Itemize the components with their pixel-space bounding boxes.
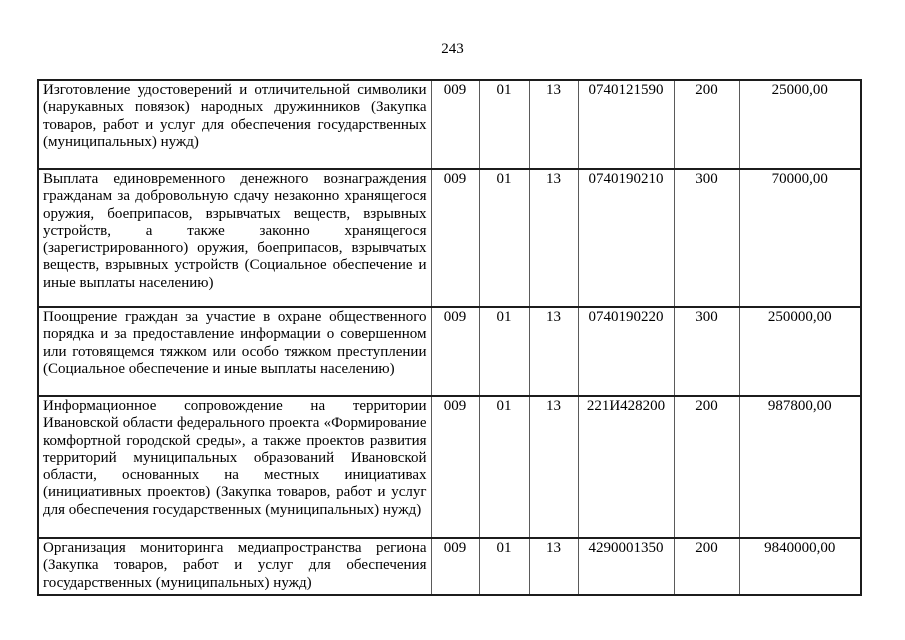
amount: 9840000,00 [739, 538, 861, 595]
expense-name: Выплата единовременного денежного вознаграждения гражданам за добровольную сдачу незаконно хранящегося оружия, боеприпасов, взрывчатых веществ, взрывных устройств, а также законно хранящегося (зарегистрированного) оружия, боеприпасов, взрывчатых веществ, взрывных устройств (Социальное обеспечение и иные выплаты населению) [38, 169, 431, 307]
expense-name: Поощрение граждан за участие в охране общественного порядка и за предоставление информации о совершенном или готовящемся тяжком или особо тяжком преступлении (Социальное обеспечение и иные выплаты населению) [38, 307, 431, 396]
target-article-code: 0740121590 [578, 80, 674, 169]
expense-type-code: 200 [674, 80, 739, 169]
expense-type-code: 200 [674, 396, 739, 538]
target-article-code: 0740190220 [578, 307, 674, 396]
amount: 987800,00 [739, 396, 861, 538]
budget-expenses-table [37, 79, 862, 596]
amount: 250000,00 [739, 307, 861, 396]
grbs-code: 009 [431, 169, 479, 307]
target-article-code: 221И428200 [578, 396, 674, 538]
grbs-code: 009 [431, 307, 479, 396]
subsection-code: 13 [529, 396, 578, 538]
section-code: 01 [479, 396, 529, 538]
expense-name: Информационное сопровождение на территории Ивановской области федерального проекта «Формирование комфортной городской среды», а также проектов развития территорий муниципальных образований Ивановской области, основанных на местных инициативах (инициативных проектов) (Закупка товаров, работ и услуг для обеспечения государственных (муниципальных) нужд) [38, 396, 431, 538]
expense-name: Организация мониторинга медиапространства региона (Закупка товаров, работ и услуг для обеспечения государственных (муниципальных) нужд) [38, 538, 431, 595]
section-code: 01 [479, 538, 529, 595]
section-code: 01 [479, 169, 529, 307]
subsection-code: 13 [529, 307, 578, 396]
section-code: 01 [479, 307, 529, 396]
expense-type-code: 300 [674, 307, 739, 396]
expense-type-code: 200 [674, 538, 739, 595]
budget-table-body [38, 80, 861, 595]
amount: 25000,00 [739, 80, 861, 169]
target-article-code: 0740190210 [578, 169, 674, 307]
page-number: 243 [441, 41, 464, 57]
table-row [38, 396, 861, 538]
subsection-code: 13 [529, 169, 578, 307]
table-row [38, 80, 861, 169]
target-article-code: 4290001350 [578, 538, 674, 595]
subsection-code: 13 [529, 538, 578, 595]
table-row [38, 307, 861, 396]
table-row [38, 538, 861, 595]
grbs-code: 009 [431, 396, 479, 538]
section-code: 01 [479, 80, 529, 169]
expense-name: Изготовление удостоверений и отличительной символики (нарукавных повязок) народных дружинников (Закупка товаров, работ и услуг для обеспечения государственных (муниципальных) нужд) [38, 80, 431, 169]
subsection-code: 13 [529, 80, 578, 169]
amount: 70000,00 [739, 169, 861, 307]
grbs-code: 009 [431, 538, 479, 595]
grbs-code: 009 [431, 80, 479, 169]
expense-type-code: 300 [674, 169, 739, 307]
table-row [38, 169, 861, 307]
